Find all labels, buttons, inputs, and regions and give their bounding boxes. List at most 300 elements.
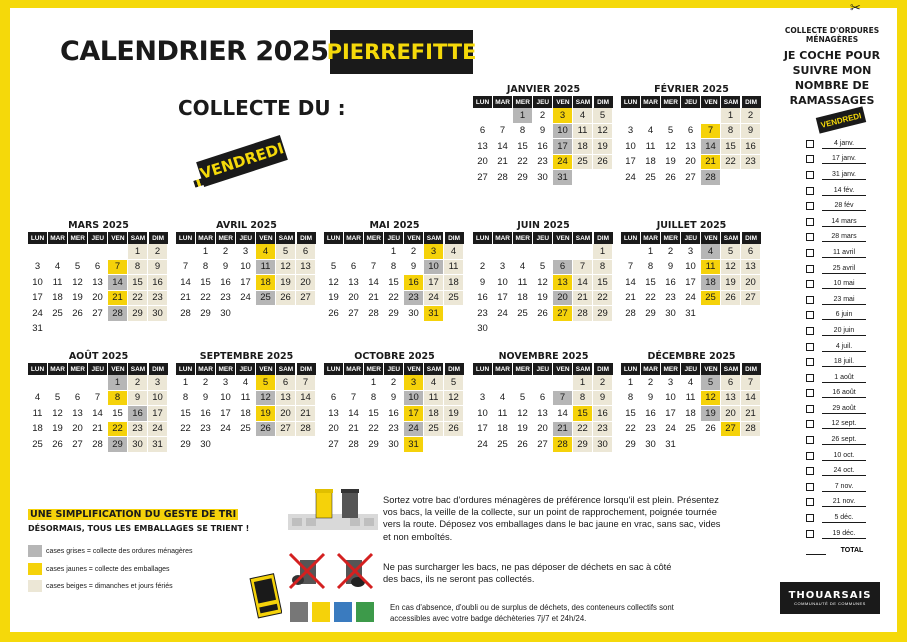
day-cell: 5 <box>533 260 553 276</box>
day-cell <box>513 375 533 391</box>
week-row <box>473 375 614 391</box>
checklist-checkbox[interactable] <box>806 452 814 460</box>
checklist-checkbox[interactable] <box>806 420 814 428</box>
checklist-date: 26 sept. <box>822 435 866 445</box>
checklist-row <box>806 167 886 183</box>
day-cell: 9 <box>196 391 216 407</box>
day-cell <box>176 244 196 260</box>
day-cell: 9 <box>593 391 613 407</box>
day-cell: 28 <box>364 306 384 322</box>
day-cell: 25 <box>701 291 721 307</box>
checklist-checkbox[interactable] <box>806 483 814 491</box>
checklist-row <box>806 292 886 308</box>
day-cell: 14 <box>701 139 721 155</box>
weekday-header: DIM <box>742 232 762 244</box>
weekday-header: VEN <box>701 96 721 108</box>
day-cell <box>701 437 721 453</box>
day-cell: 12 <box>513 406 533 422</box>
day-cell <box>621 244 641 260</box>
month-title: AOÛT 2025 <box>68 351 129 362</box>
week-row <box>621 155 762 171</box>
day-cell: 26 <box>721 291 741 307</box>
day-cell: 28 <box>493 170 513 186</box>
weekday-header: MAR <box>48 232 68 244</box>
simplification-title: UNE SIMPLIFICATION DU GESTE DE TRI <box>30 509 237 520</box>
bins-illustration <box>288 486 378 536</box>
checklist-date: 1 août <box>822 373 866 383</box>
day-cell: 26 <box>48 437 68 453</box>
day-cell: 17 <box>424 275 444 291</box>
legend-swatch <box>28 563 42 575</box>
month-calendar <box>621 84 762 186</box>
day-cell: 2 <box>741 108 761 124</box>
day-cell: 13 <box>533 406 553 422</box>
checklist-checkbox[interactable] <box>806 155 814 163</box>
day-cell: 11 <box>48 275 68 291</box>
weekday-header: VEN <box>553 232 573 244</box>
month-title: NOVEMBRE 2025 <box>498 351 589 362</box>
day-cell: 15 <box>128 275 148 291</box>
day-cell: 19 <box>513 422 533 438</box>
day-cell: 1 <box>593 244 613 260</box>
weekday-header: VEN <box>553 96 573 108</box>
day-cell <box>553 244 573 260</box>
day-cell: 4 <box>256 244 276 260</box>
day-cell: 19 <box>276 275 296 291</box>
checklist-row <box>806 230 886 246</box>
day-cell: 12 <box>661 139 681 155</box>
total-label: TOTAL <box>840 546 864 554</box>
day-cell: 12 <box>68 275 88 291</box>
day-cell <box>48 375 68 391</box>
day-cell: 3 <box>148 375 168 391</box>
checklist-row <box>806 339 886 355</box>
checklist-checkbox[interactable] <box>806 187 814 195</box>
weekday-header: JEU <box>533 96 553 108</box>
day-cell <box>701 108 721 124</box>
weekday-header: MAR <box>641 232 661 244</box>
day-cell: 12 <box>256 391 276 407</box>
checklist-row <box>806 183 886 199</box>
checklist-checkbox[interactable] <box>806 265 814 273</box>
day-cell: 9 <box>661 260 681 276</box>
day-cell: 20 <box>741 275 761 291</box>
day-cell: 4 <box>444 244 464 260</box>
day-cell: 4 <box>424 375 444 391</box>
day-cell: 25 <box>48 306 68 322</box>
checklist-checkbox[interactable] <box>806 249 814 257</box>
day-cell: 10 <box>553 124 573 140</box>
day-cell: 16 <box>384 406 404 422</box>
day-cell: 15 <box>641 275 661 291</box>
checklist-row <box>806 370 886 386</box>
week-row <box>473 437 614 453</box>
day-cell: 18 <box>681 406 701 422</box>
day-cell: 26 <box>256 422 276 438</box>
weekday-header: DIM <box>297 363 317 375</box>
day-cell: 22 <box>176 422 196 438</box>
week-row <box>473 306 614 322</box>
page-title: CALENDRIER 2025 <box>60 36 329 67</box>
logo-subtitle: COMMUNAUTÉ DE COMMUNES <box>794 601 866 606</box>
day-cell: 25 <box>236 422 256 438</box>
day-cell <box>493 375 513 391</box>
checklist-date: 14 fév. <box>822 186 866 196</box>
checklist-checkbox[interactable] <box>806 311 814 319</box>
day-cell: 6 <box>68 391 88 407</box>
day-cell: 19 <box>593 139 613 155</box>
checklist-checkbox[interactable] <box>806 140 814 148</box>
day-cell: 30 <box>533 170 553 186</box>
day-cell: 16 <box>404 275 424 291</box>
checklist-row <box>806 386 886 402</box>
weekday-header: LUN <box>28 363 48 375</box>
day-cell <box>48 322 68 338</box>
day-cell: 30 <box>216 306 236 322</box>
checklist-checkbox[interactable] <box>806 514 814 522</box>
week-row <box>473 139 614 155</box>
month-calendar <box>28 351 169 453</box>
checklist-checkbox[interactable] <box>806 389 814 397</box>
weekday-header: MAR <box>493 232 513 244</box>
day-cell: 3 <box>424 244 444 260</box>
day-cell <box>296 437 316 453</box>
day-cell: 11 <box>424 391 444 407</box>
checklist-checkbox[interactable] <box>806 202 814 210</box>
total-line[interactable] <box>806 554 826 555</box>
day-cell: 28 <box>344 437 364 453</box>
day-cell <box>276 306 296 322</box>
day-cell: 4 <box>573 108 593 124</box>
day-cell: 11 <box>444 260 464 276</box>
day-cell: 10 <box>661 391 681 407</box>
weekday-header: DIM <box>594 96 614 108</box>
day-cell <box>573 322 593 338</box>
day-cell: 8 <box>513 124 533 140</box>
weekday-header: MAR <box>196 363 216 375</box>
checklist-checkbox[interactable] <box>806 343 814 351</box>
week-row <box>324 375 465 391</box>
day-cell: 29 <box>196 306 216 322</box>
month-title: JUILLET 2025 <box>656 220 727 231</box>
day-cell: 15 <box>108 406 128 422</box>
weekday-header: VEN <box>256 363 276 375</box>
checklist-checkbox[interactable] <box>806 218 814 226</box>
checklist-checkbox[interactable] <box>806 467 814 475</box>
week-row <box>473 391 614 407</box>
day-cell: 19 <box>444 406 464 422</box>
day-cell: 7 <box>108 260 128 276</box>
tracker-header <box>780 26 884 108</box>
day-cell: 21 <box>621 291 641 307</box>
day-cell: 13 <box>553 275 573 291</box>
day-cell: 7 <box>493 124 513 140</box>
day-cell: 10 <box>424 260 444 276</box>
instruction-paragraph-3: En cas d'absence, d'oubli ou de surplus de déchets, des conteneurs collectifs sont accessibles avec votre badge déchèteries 7j/7 et 24h/24. <box>390 603 674 623</box>
checklist-row <box>806 214 886 230</box>
day-cell: 23 <box>641 422 661 438</box>
day-cell: 21 <box>88 422 108 438</box>
day-cell: 12 <box>533 275 553 291</box>
day-cell: 2 <box>404 244 424 260</box>
day-cell <box>621 108 641 124</box>
week-row <box>621 244 762 260</box>
day-cell: 28 <box>553 437 573 453</box>
weekday-header: MER <box>661 96 681 108</box>
day-cell: 8 <box>384 260 404 276</box>
day-cell: 28 <box>176 306 196 322</box>
day-cell: 7 <box>88 391 108 407</box>
day-cell: 26 <box>533 306 553 322</box>
checklist-checkbox[interactable] <box>806 530 814 538</box>
month-title: OCTOBRE 2025 <box>354 351 435 362</box>
day-cell: 27 <box>553 306 573 322</box>
weekday-header: LUN <box>324 363 344 375</box>
weekday-header: JEU <box>533 232 553 244</box>
month-calendar <box>176 220 317 322</box>
week-row <box>621 275 762 291</box>
day-cell <box>741 437 761 453</box>
weekday-header: MER <box>661 363 681 375</box>
checklist-date: 6 juin <box>822 310 866 320</box>
day-cell: 19 <box>533 291 553 307</box>
day-cell: 1 <box>384 244 404 260</box>
day-cell: 24 <box>473 437 493 453</box>
day-cell: 27 <box>741 291 761 307</box>
day-cell: 3 <box>216 375 236 391</box>
day-cell <box>128 322 148 338</box>
day-cell: 19 <box>68 291 88 307</box>
day-cell <box>641 108 661 124</box>
day-cell: 16 <box>741 139 761 155</box>
day-cell: 9 <box>741 124 761 140</box>
day-cell: 5 <box>721 244 741 260</box>
week-row <box>324 391 465 407</box>
month-calendar <box>621 351 762 453</box>
checklist-checkbox[interactable] <box>806 405 814 413</box>
weekday-header: SAM <box>573 363 593 375</box>
checklist-checkbox[interactable] <box>806 171 814 179</box>
day-cell: 4 <box>641 124 661 140</box>
weekday-header: MER <box>513 232 533 244</box>
weekday-header: JEU <box>681 96 701 108</box>
checklist-row <box>806 510 886 526</box>
day-cell: 14 <box>741 391 761 407</box>
checklist-checkbox[interactable] <box>806 296 814 304</box>
day-cell: 5 <box>276 244 296 260</box>
day-cell <box>236 306 256 322</box>
day-cell: 10 <box>216 391 236 407</box>
day-cell: 26 <box>661 170 681 186</box>
day-cell <box>424 437 444 453</box>
day-cell: 26 <box>444 422 464 438</box>
day-cell: 30 <box>384 437 404 453</box>
day-cell: 8 <box>196 260 216 276</box>
checklist-date: 19 déc. <box>822 529 866 539</box>
checklist-checkbox[interactable] <box>806 358 814 366</box>
checklist-checkbox[interactable] <box>806 233 814 241</box>
day-cell: 17 <box>216 406 236 422</box>
day-cell: 30 <box>404 306 424 322</box>
day-cell: 21 <box>553 422 573 438</box>
day-cell: 16 <box>196 406 216 422</box>
day-cell <box>661 108 681 124</box>
week-row <box>621 108 762 124</box>
weekday-header: SAM <box>573 232 593 244</box>
checklist-checkbox[interactable] <box>806 498 814 506</box>
day-cell: 26 <box>701 422 721 438</box>
day-cell: 1 <box>176 375 196 391</box>
day-cell: 19 <box>48 422 68 438</box>
forbidden-illustration <box>288 544 378 594</box>
day-cell: 13 <box>296 260 316 276</box>
day-cell <box>108 322 128 338</box>
day-cell: 29 <box>593 306 613 322</box>
day-cell: 12 <box>701 391 721 407</box>
day-cell: 14 <box>621 275 641 291</box>
instruction-paragraph-1: Sortez votre bac d'ordures ménagères de préférence lorsqu'il est plein. Présentez vos bacs, la veille de la collecte, sur un point de rapprochement, poignée tournée vers la route. Déposez vos emballages dans le bac jaune en vrac, sans sac, vides et non emboîtés. <box>383 495 721 542</box>
checklist-date: 18 juil. <box>822 357 866 367</box>
day-cell: 12 <box>48 406 68 422</box>
checklist-row <box>806 526 886 542</box>
day-cell: 2 <box>473 260 493 276</box>
day-cell: 22 <box>513 155 533 171</box>
day-cell: 20 <box>681 155 701 171</box>
day-cell: 28 <box>296 422 316 438</box>
day-cell: 11 <box>573 124 593 140</box>
day-cell <box>324 375 344 391</box>
weekday-header: JEU <box>88 363 108 375</box>
weekday-header: LUN <box>176 363 196 375</box>
week-row <box>324 306 465 322</box>
day-cell: 28 <box>88 437 108 453</box>
weekday-header: VEN <box>701 363 721 375</box>
checklist-checkbox[interactable] <box>806 327 814 335</box>
day-cell: 20 <box>88 291 108 307</box>
day-cell: 10 <box>493 275 513 291</box>
day-cell: 22 <box>384 291 404 307</box>
checklist-checkbox[interactable] <box>806 374 814 382</box>
checklist-date: 29 août <box>822 404 866 414</box>
day-cell: 22 <box>641 291 661 307</box>
day-cell: 15 <box>721 139 741 155</box>
week-row <box>176 391 317 407</box>
day-cell: 18 <box>28 422 48 438</box>
weekday-header: MER <box>661 232 681 244</box>
day-cell: 31 <box>681 306 701 322</box>
day-cell: 22 <box>621 422 641 438</box>
day-cell: 26 <box>68 306 88 322</box>
checklist-checkbox[interactable] <box>806 436 814 444</box>
day-cell: 16 <box>641 406 661 422</box>
weekday-header: SAM <box>128 232 148 244</box>
week-row <box>28 437 169 453</box>
day-cell: 1 <box>513 108 533 124</box>
checklist-row <box>806 495 886 511</box>
day-cell <box>701 306 721 322</box>
day-cell <box>296 306 316 322</box>
day-cell: 6 <box>553 260 573 276</box>
weekday-header: VEN <box>404 232 424 244</box>
day-cell: 24 <box>553 155 573 171</box>
day-cell <box>216 437 236 453</box>
city-name: PIERREFITTE <box>330 30 473 74</box>
weekday-header: DIM <box>149 232 169 244</box>
day-cell: 13 <box>344 275 364 291</box>
checklist-date: 5 déc. <box>822 513 866 523</box>
day-cell <box>48 244 68 260</box>
day-cell: 16 <box>128 406 148 422</box>
day-cell: 27 <box>681 170 701 186</box>
day-cell: 11 <box>236 391 256 407</box>
weekday-header: MER <box>68 232 88 244</box>
day-cell: 20 <box>533 422 553 438</box>
weekday-header: LUN <box>473 96 493 108</box>
weekday-header: JEU <box>681 363 701 375</box>
day-cell: 17 <box>553 139 573 155</box>
week-row <box>324 291 465 307</box>
weekday-header: MER <box>364 232 384 244</box>
day-cell: 8 <box>721 124 741 140</box>
day-cell <box>681 437 701 453</box>
weekday-header: DIM <box>742 363 762 375</box>
checklist-row <box>806 323 886 339</box>
day-cell: 29 <box>641 306 661 322</box>
day-cell <box>364 244 384 260</box>
weekday-header: SAM <box>721 232 741 244</box>
day-cell: 20 <box>68 422 88 438</box>
day-cell: 1 <box>721 108 741 124</box>
day-cell <box>721 306 741 322</box>
day-cell: 2 <box>533 108 553 124</box>
checklist-date: 25 avril <box>822 264 866 274</box>
checklist-row <box>806 479 886 495</box>
day-cell: 2 <box>196 375 216 391</box>
day-cell <box>88 375 108 391</box>
day-cell: 13 <box>324 406 344 422</box>
day-cell: 23 <box>593 422 613 438</box>
week-row <box>324 437 465 453</box>
weekday-header: DIM <box>594 363 614 375</box>
day-cell: 4 <box>48 260 68 276</box>
week-row <box>621 406 762 422</box>
week-row <box>28 375 169 391</box>
week-row <box>473 260 614 276</box>
day-cell: 23 <box>404 291 424 307</box>
day-cell: 8 <box>108 391 128 407</box>
day-cell: 5 <box>256 375 276 391</box>
checklist-date: 4 juil. <box>822 342 866 352</box>
checklist-row <box>806 136 886 152</box>
day-cell: 7 <box>364 260 384 276</box>
day-cell <box>721 170 741 186</box>
weekday-header: LUN <box>473 232 493 244</box>
day-cell: 20 <box>721 406 741 422</box>
weekday-header: MAR <box>344 363 364 375</box>
week-row <box>28 322 169 338</box>
day-cell: 9 <box>384 391 404 407</box>
tracker-subtitle: COLLECTE D'ORDURES MÉNAGÈRES <box>784 26 880 44</box>
day-cell: 4 <box>493 391 513 407</box>
checklist-row <box>806 261 886 277</box>
day-cell: 25 <box>493 437 513 453</box>
weekday-header: DIM <box>445 232 465 244</box>
day-cell: 19 <box>661 155 681 171</box>
weekday-header: VEN <box>108 232 128 244</box>
weekday-header: MAR <box>48 363 68 375</box>
weekday-header: MAR <box>344 232 364 244</box>
checklist-checkbox[interactable] <box>806 280 814 288</box>
